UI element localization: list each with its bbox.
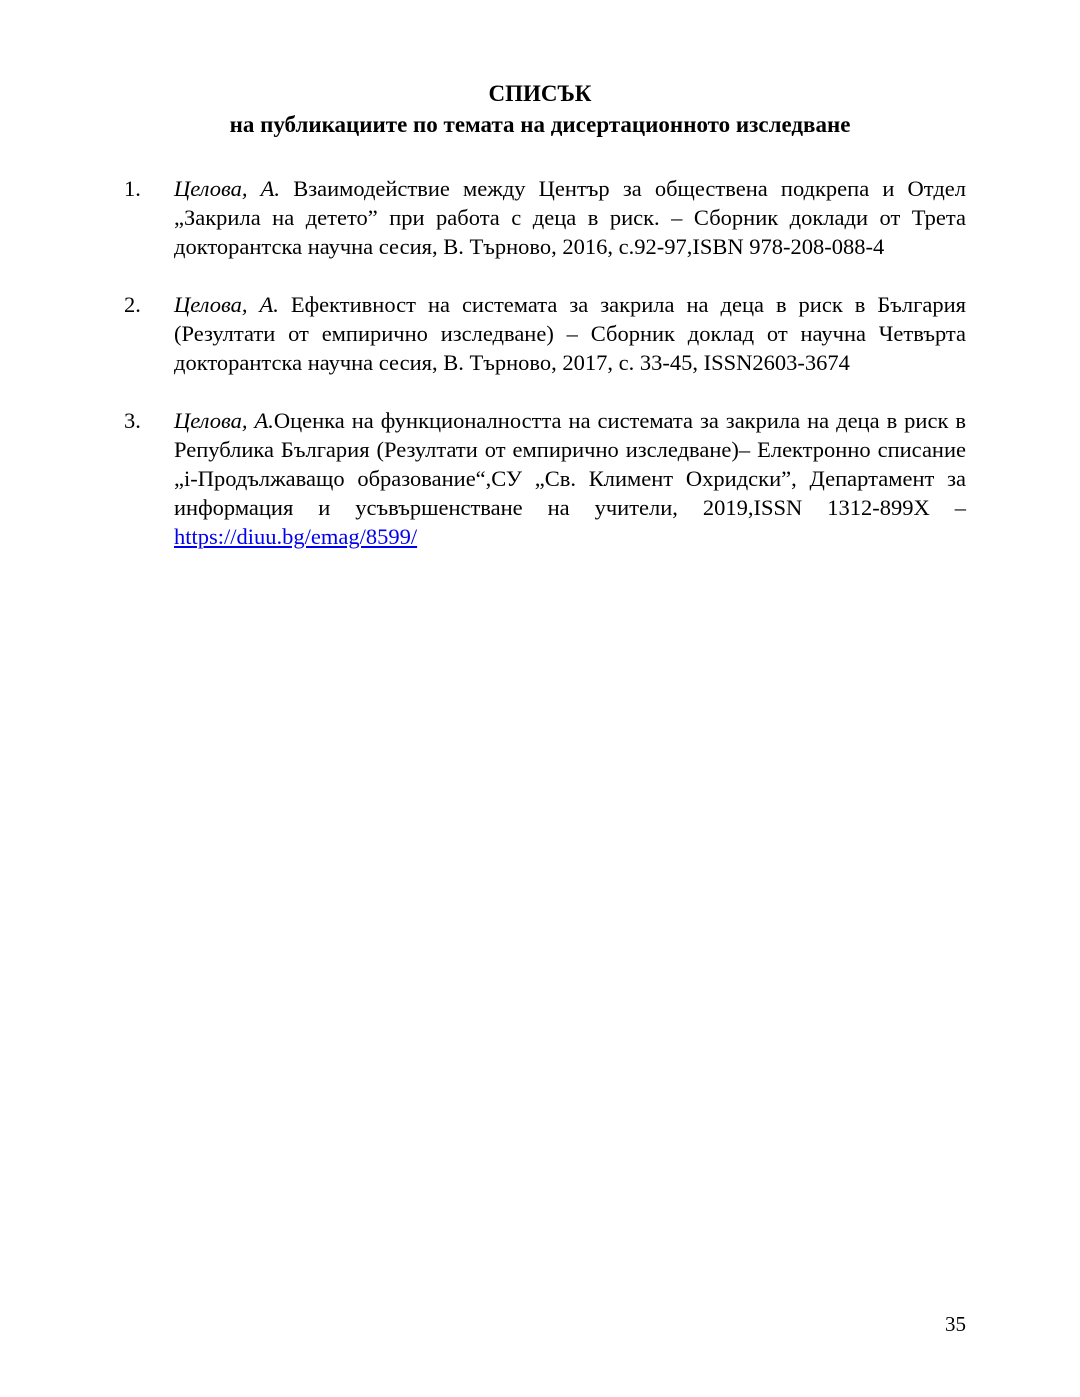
- publication-text: Взаимодействие между Център за обществена подкрепа и Отдел „Закрила на детето” при работа с деца в риск. – Сборник доклади от Трета докторантска научна сесия, В. Търново, 2016, с.92-97,ISBN 978-208-088-4: [174, 176, 966, 259]
- document-subtitle: на публикациите по темата на дисертационното изследване: [229, 112, 851, 137]
- publication-number: 1.: [124, 176, 141, 201]
- publication-author: Целова, А.: [174, 176, 281, 201]
- publication-author: Целова, А.: [174, 408, 274, 433]
- heading-block: [0, 78, 1080, 140]
- publication-item-2: [124, 290, 966, 377]
- publication-list: [124, 174, 966, 580]
- publication-number: 2.: [124, 292, 141, 317]
- publication-text: Оценка на функционалността на системата за закрила на деца в риск в Република България (Резултати от емпирично изследване)– Електронно списание „i-Продължаващо образование“,СУ „Св. Климент Охридски”, Департамент за информация и усъвършенстване на учители, 2019,ISSN 1312-899X –: [174, 408, 966, 520]
- page-number: 35: [945, 1312, 966, 1336]
- publication-item-1: [124, 174, 966, 261]
- publication-author: Целова, А.: [174, 292, 279, 317]
- publication-item-3: [124, 406, 966, 551]
- publication-text: Ефективност на системата за закрила на деца в риск в България (Резултати от емпирично изследване) – Сборник доклад от научна Четвърта докторантска научна сесия, В. Търново, 2017, с. 33-45, ISSN2603-3674: [174, 292, 966, 375]
- document-title: СПИСЪК: [488, 81, 592, 106]
- publication-number: 3.: [124, 408, 141, 433]
- publication-link[interactable]: https://diuu.bg/emag/8599/: [174, 524, 418, 549]
